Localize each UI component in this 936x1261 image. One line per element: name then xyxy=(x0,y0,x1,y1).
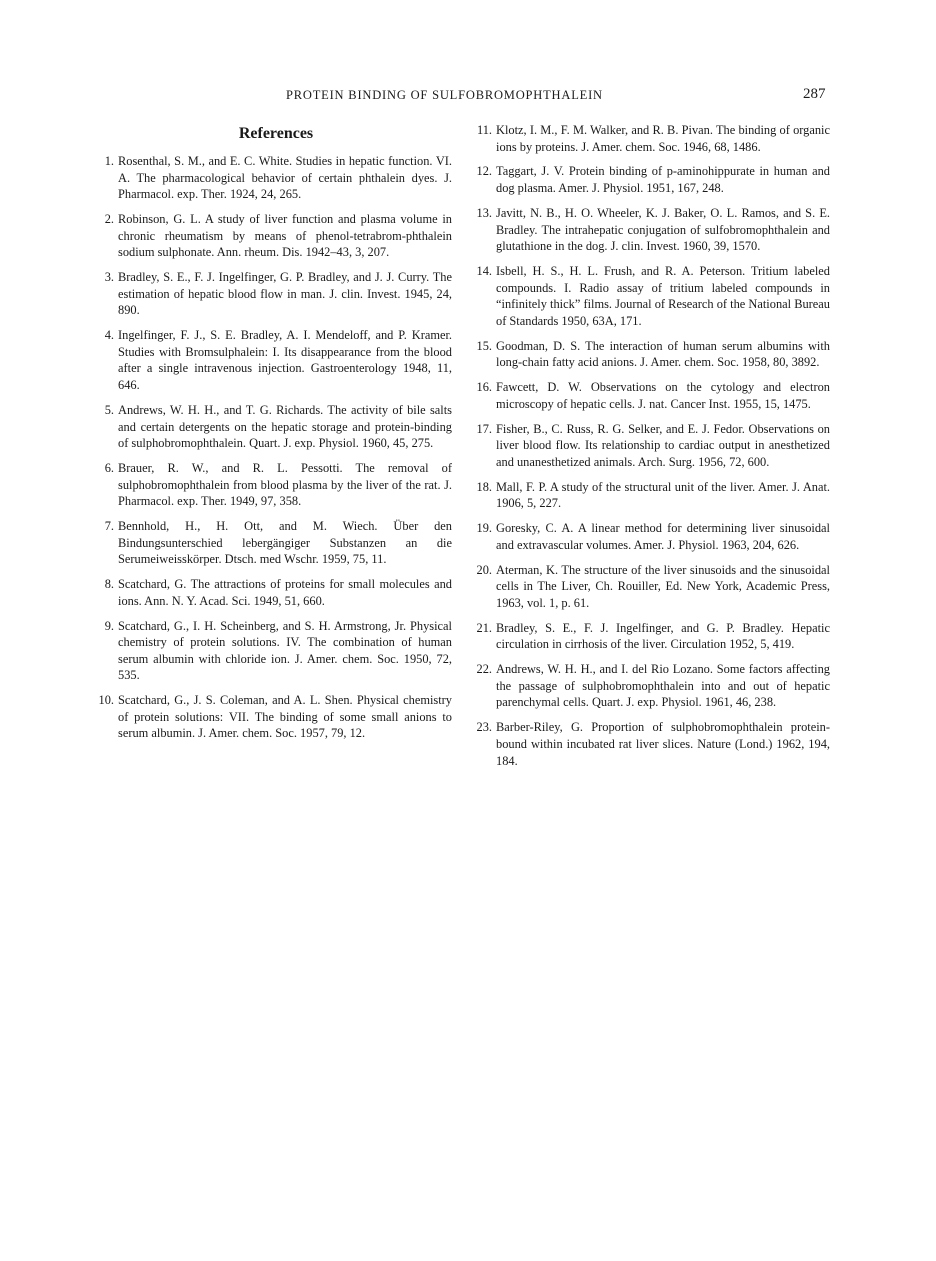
reference-number: 10. xyxy=(98,693,114,708)
reference-number: 21. xyxy=(476,620,492,635)
reference-number: 17. xyxy=(476,421,492,436)
reference-number: 1. xyxy=(104,154,114,168)
running-title: PROTEIN BINDING OF SULFOBROMOPHTHALEIN xyxy=(286,88,603,102)
reference-text: Bradley, S. E., F. J. Ingelfinger, G. P. Bradley, and J. J. Curry. The estimation of hepatic blood flow in man. J. clin. Invest. 1945, 24, 890. xyxy=(118,270,452,318)
reference-item xyxy=(472,520,830,553)
reference-item xyxy=(472,379,830,412)
reference-number: 19. xyxy=(476,521,492,536)
reference-item xyxy=(94,692,452,742)
reference-text: Bennhold, H., H. Ott, and M. Wiech. Über den Bindungsunterschied lebergängiger Substanzen an die Serumeiweisskörper. Dtsch. med Wschr. 1959, 75, 11. xyxy=(118,519,452,567)
reference-number: 12. xyxy=(476,164,492,179)
reference-text: Scatchard, G. The attractions of proteins for small molecules and ions. Ann. N. Y. Acad. Sci. 1949, 51, 660. xyxy=(118,577,452,608)
reference-number: 13. xyxy=(476,205,492,220)
reference-item xyxy=(94,153,452,203)
reference-text: Fawcett, D. W. Observations on the cytology and electron microscopy of hepatic cells. J. nat. Cancer Inst. 1955, 15, 1475. xyxy=(496,380,830,411)
reference-text: Andrews, W. H. H., and I. del Rio Lozano. Some factors affecting the passage of sulphobromophthalein into and out of hepatic parenchymal cells. Quart. J. exp. Physiol. 1961, 46, 238. xyxy=(496,662,830,710)
reference-text: Mall, F. P. A study of the structural unit of the liver. Amer. J. Anat. 1906, 5, 227. xyxy=(496,479,830,511)
reference-number: 5. xyxy=(104,402,114,417)
reference-item xyxy=(94,269,452,319)
reference-item xyxy=(94,576,452,609)
reference-list-left xyxy=(94,153,452,742)
reference-text: Klotz, I. M., F. M. Walker, and R. B. Pivan. The binding of organic ions by proteins. J. Amer. chem. Soc. 1946, 68, 1486. xyxy=(496,123,830,154)
reference-number: 11. xyxy=(476,123,492,137)
reference-text: Isbell, H. S., H. L. Frush, and R. A. Peterson. Tritium labeled compounds. I. Radio assay of tritium labeled compounds in “infinitely thick” films. Journal of Research of the National Bureau of Standards 1950, 63A, 171. xyxy=(496,264,830,328)
reference-item xyxy=(472,719,830,769)
left-column xyxy=(94,125,452,750)
reference-item xyxy=(94,618,452,684)
reference-item xyxy=(472,620,830,653)
reference-item xyxy=(472,562,830,612)
reference-number: 2. xyxy=(104,212,114,227)
page-number: 287 xyxy=(803,86,826,102)
reference-text: Andrews, W. H. H., and T. G. Richards. The activity of bile salts and certain detergents on the hepatic storage and protein-binding of sulphobromophthalein. Quart. J. exp. Physiol. 1960, 45, 275. xyxy=(118,402,452,451)
reference-list-right xyxy=(472,122,830,769)
reference-text: Fisher, B., C. Russ, R. G. Selker, and E. J. Fedor. Observations on liver blood flow. Its relationship to cardiac output in anesthetized and unanesthetized animals. Arch. Surg. 1956, 72, 600. xyxy=(496,421,830,469)
reference-item xyxy=(472,205,830,255)
reference-text: Scatchard, G., J. S. Coleman, and A. L. Shen. Physical chemistry of protein solutions: VII. The binding of some small anions to serum albumin. J. Amer. chem. Soc. 1957, 79, 12. xyxy=(118,693,452,741)
reference-item xyxy=(472,421,830,471)
reference-text: Javitt, N. B., H. O. Wheeler, K. J. Baker, O. L. Ramos, and S. E. Bradley. The intrahepatic conjugation of sulfobromophthalein and glutathione in the dog. J. clin. Invest. 1960, 39, 1570. xyxy=(496,205,830,254)
reference-item xyxy=(94,518,452,568)
reference-item xyxy=(94,460,452,510)
reference-item xyxy=(472,338,830,371)
reference-text: Goodman, D. S. The interaction of human serum albumins with long-chain fatty acid anions. J. Amer. chem. Soc. 1958, 80, 3892. xyxy=(496,338,830,370)
reference-item xyxy=(472,122,830,155)
reference-number: 16. xyxy=(476,380,492,395)
reference-number: 9. xyxy=(104,618,114,633)
reference-number: 6. xyxy=(104,460,114,475)
reference-number: 15. xyxy=(476,338,492,353)
reference-text: Goresky, C. A. A linear method for determining liver sinusoidal and extravascular volumes. Amer. J. Physiol. 1963, 204, 626. xyxy=(496,521,830,552)
reference-text: Rosenthal, S. M., and E. C. White. Studies in hepatic function. VI. A. The pharmacological behavior of certain phthalein dyes. J. Pharmacol. exp. Ther. 1924, 24, 265. xyxy=(118,154,452,202)
reference-item xyxy=(94,211,452,261)
reference-item xyxy=(472,661,830,711)
reference-item xyxy=(472,163,830,196)
reference-text: Bradley, S. E., F. J. Ingelfinger, and G. P. Bradley. Hepatic circulation in cirrhosis of the liver. Circulation 1952, 5, 419. xyxy=(496,620,830,652)
reference-number: 7. xyxy=(104,519,114,534)
reference-text: Taggart, J. V. Protein binding of p-aminohippurate in human and dog plasma. Amer. J. Physiol. 1951, 167, 248. xyxy=(496,164,830,196)
reference-number: 22. xyxy=(476,662,492,677)
reference-number: 14. xyxy=(476,264,492,279)
reference-number: 18. xyxy=(476,479,492,494)
reference-number: 8. xyxy=(104,577,114,592)
reference-item xyxy=(472,263,830,329)
right-column xyxy=(472,122,830,777)
reference-text: Barber-Riley, G. Proportion of sulphobromophthalein protein-bound within incubated rat liver slices. Nature (Lond.) 1962, 194, 184. xyxy=(496,720,830,768)
reference-text: Ingelfinger, F. J., S. E. Bradley, A. I. Mendeloff, and P. Kramer. Studies with Bromsulphalein: I. Its disappearance from the blood after a single intravenous injection. Gastroenterology 1948, 11, 646. xyxy=(118,328,452,393)
reference-number: 23. xyxy=(476,720,492,735)
reference-text: Scatchard, G., I. H. Scheinberg, and S. H. Armstrong, Jr. Physical chemistry of protein solutions. IV. The combination of human serum albumin with chloride ion. J. Amer. chem. Soc. 1950, 72, 535. xyxy=(118,618,452,683)
page-header xyxy=(0,88,936,108)
references-heading: References xyxy=(238,125,314,142)
reference-item xyxy=(94,327,452,393)
reference-text: Brauer, R. W., and R. L. Pessotti. The removal of sulphobromophthalein from blood plasma by the liver of the rat. J. Pharmacol. exp. Ther. 1949, 97, 358. xyxy=(118,460,452,509)
reference-text: Robinson, G. L. A study of liver function and plasma volume in chronic rheumatism by means of phenol-tetrabrom-phthalein sodium sulphonate. Ann. rheum. Dis. 1942–43, 3, 207. xyxy=(118,212,452,260)
reference-text: Aterman, K. The structure of the liver sinusoids and the sinusoidal cells in The Liver, Ch. Rouiller, Ed. New York, Academic Press, 1963, vol. 1, p. 61. xyxy=(496,562,830,610)
reference-item xyxy=(472,479,830,512)
reference-number: 4. xyxy=(104,328,114,343)
reference-number: 20. xyxy=(476,562,492,577)
reference-item xyxy=(94,402,452,452)
reference-number: 3. xyxy=(104,270,114,285)
